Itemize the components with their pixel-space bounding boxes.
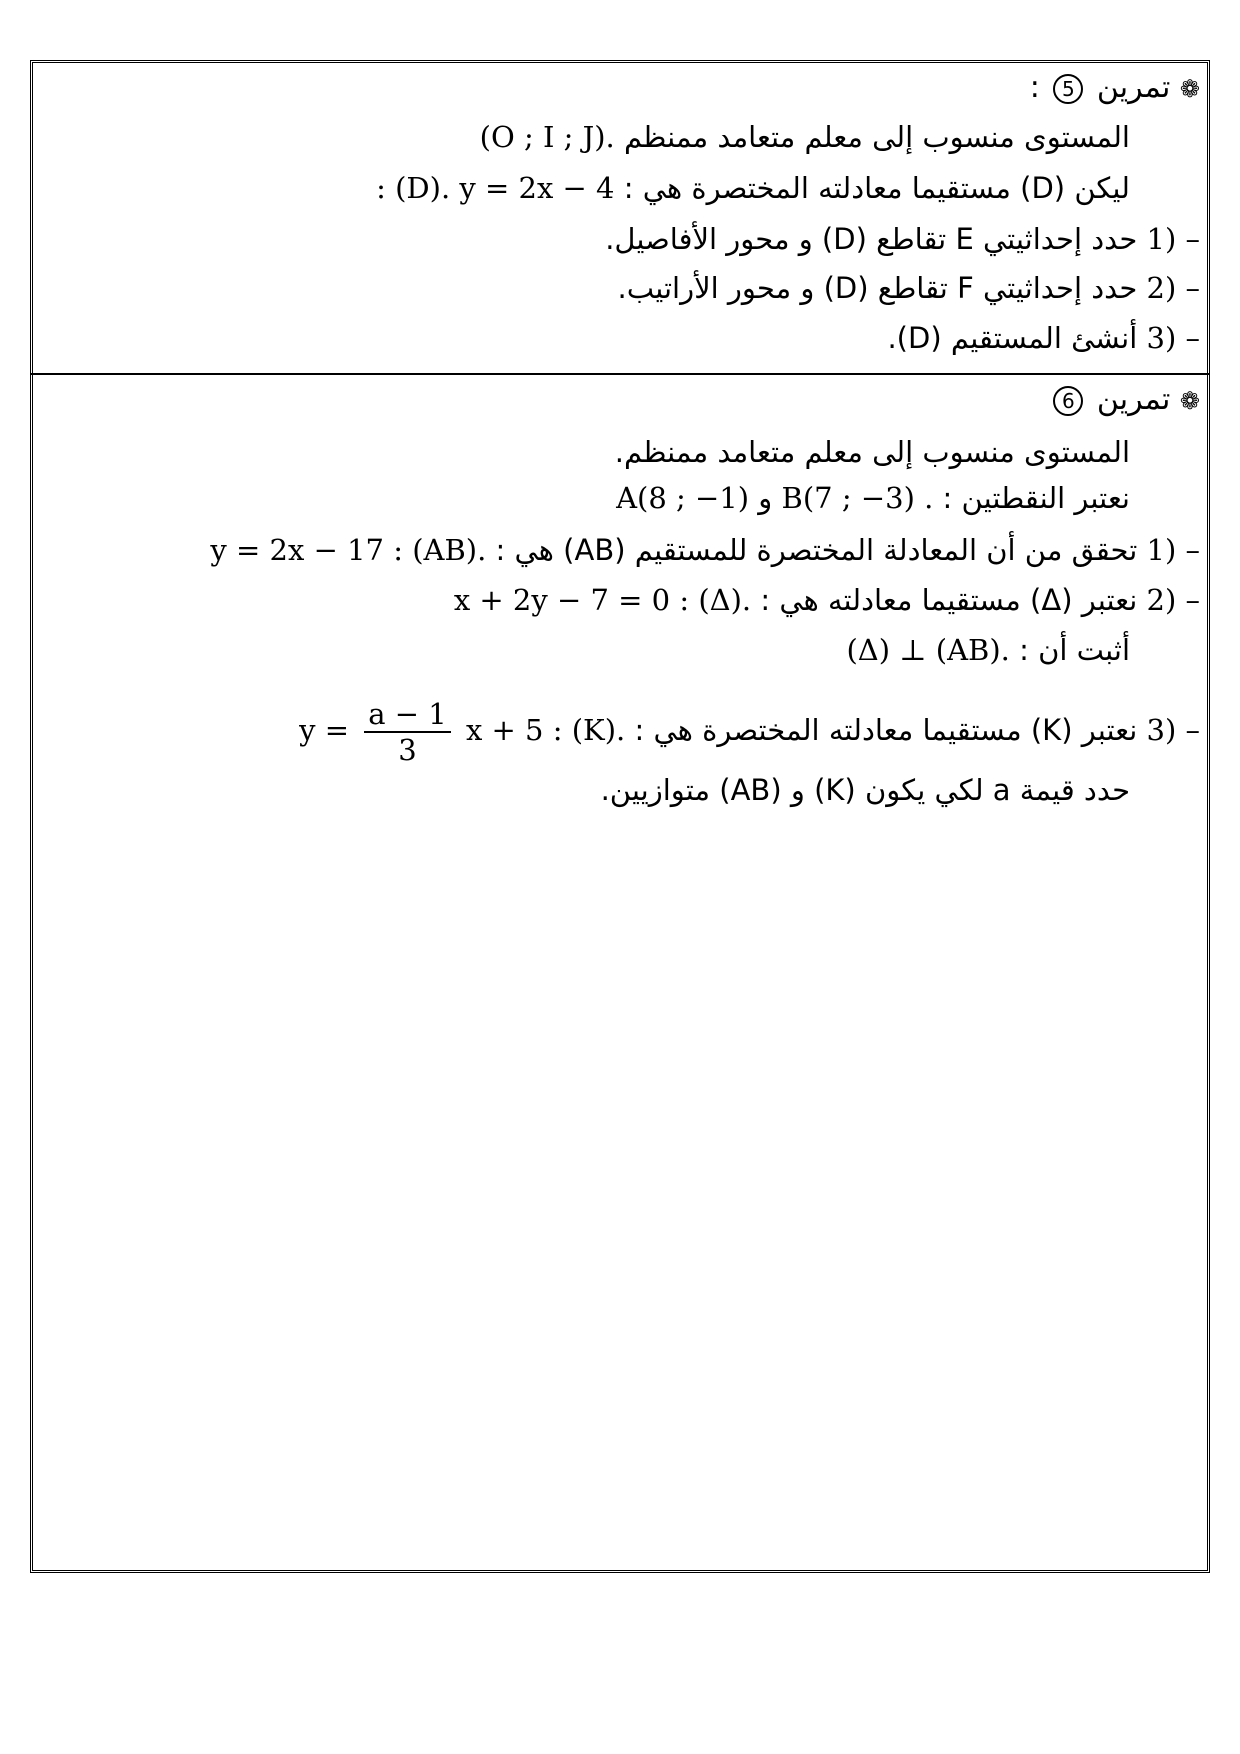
ex5-number: 5	[1053, 74, 1083, 104]
ex6-q3-post: x + 5 : (K).	[465, 713, 626, 747]
ex5-colon: :	[1029, 70, 1040, 105]
ex6-line1	[615, 432, 1130, 472]
ex6-heading	[1049, 380, 1200, 421]
ex6-q1-text: تحقق من أن المعادلة المختصرة للمستقيم (AB) هي :	[495, 533, 1138, 567]
ex6-title: تمرين	[1096, 382, 1171, 417]
ex5-q2-text: حدد إحداثيتي F تقاطع (D) و محور الأراتيب.	[617, 271, 1138, 305]
ex5-heading	[1030, 68, 1200, 109]
ex5-line1-text: المستوى منسوب إلى معلم متعامد ممنظم	[624, 120, 1130, 154]
ex6-q2b-math: (Δ) ⊥ (AB).	[846, 633, 1010, 667]
ex6-line2-text: نعتبر النقطتين :	[942, 481, 1130, 515]
ex5-question1	[605, 219, 1200, 259]
ex5-line2	[376, 168, 1130, 208]
ex6-question1	[210, 530, 1200, 570]
ex5-question3	[887, 318, 1200, 358]
ex6-line2-math: A(8 ; −1) و B(7 ; −3) .	[616, 481, 934, 515]
ex6-q2b-text: أثبت أن :	[1019, 633, 1130, 667]
ex6-q1-math: y = 2x − 17 : (AB).	[210, 533, 487, 567]
ex5-line2-text: ليكن (D) مستقيما معادلته المختصرة هي :	[623, 171, 1130, 205]
ex6-q3b-text: حدد قيمة a لكي يكون (K) و (AB) متوازيين.	[600, 773, 1130, 807]
ex5-line2-math: y = 2x − 4	[459, 171, 615, 205]
ex6-question2	[454, 580, 1200, 620]
ex6-q3-pre: y =	[299, 713, 350, 747]
ex5-title: تمرين	[1096, 70, 1171, 105]
ex6-q3-number: 3) –	[1146, 713, 1200, 747]
ex6-q3-fraction	[364, 697, 450, 767]
ex6-q3-frac-num: a − 1	[364, 697, 450, 733]
ex6-q3-equation	[299, 697, 626, 767]
ex6-question3b	[601, 770, 1130, 810]
ex6-line2	[616, 478, 1130, 518]
ex5-line1	[480, 117, 1130, 157]
flower-icon: ❁	[1179, 387, 1200, 415]
flower-icon: ❁	[1179, 75, 1200, 103]
ex5-question2	[618, 268, 1200, 308]
ex5-q3-text: أنشئ المستقيم (D).	[887, 321, 1138, 355]
ex6-q2-text: نعتبر (Δ) مستقيما معادلته هي :	[760, 583, 1138, 617]
ex5-q3-number: 3) –	[1146, 321, 1200, 355]
ex6-q3-text: نعتبر (K) مستقيما معادلته المختصرة هي :	[634, 713, 1138, 747]
ex6-question2b	[846, 630, 1130, 670]
ex5-q1-text: حدد إحداثيتي E تقاطع (D) و محور الأفاصيل.	[605, 222, 1138, 256]
ex6-q2-math: x + 2y − 7 = 0 : (Δ).	[453, 583, 752, 617]
ex5-q2-number: 2) –	[1146, 271, 1200, 305]
ex5-line1-math: (O ; I ; J).	[479, 120, 615, 154]
ex5-line2-end: : (D).	[376, 171, 451, 205]
ex6-question3	[299, 690, 1200, 770]
ex5-q1-number: 1) –	[1146, 222, 1200, 256]
ex6-number: 6	[1053, 386, 1083, 416]
ex6-q3-frac-den: 3	[398, 733, 417, 767]
ex6-q1-number: 1) –	[1146, 533, 1200, 567]
exercise-divider	[30, 373, 1210, 375]
ex6-q2-number: 2) –	[1146, 583, 1200, 617]
ex6-line1-text: المستوى منسوب إلى معلم متعامد ممنظم.	[614, 435, 1130, 469]
